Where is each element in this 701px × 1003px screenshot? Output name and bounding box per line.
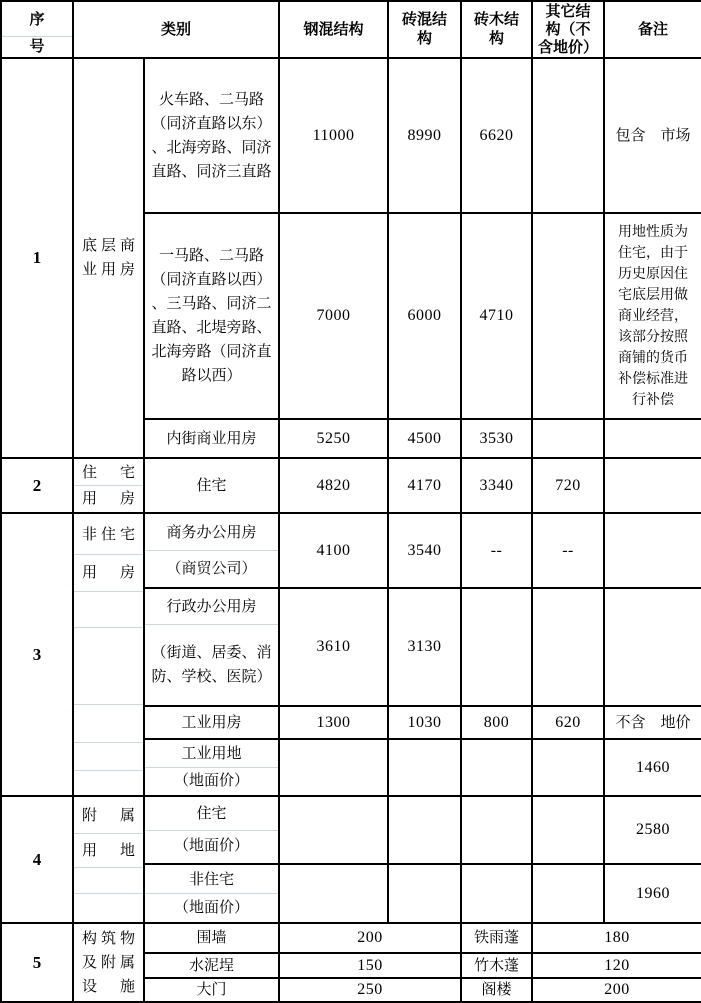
- header-seq-top: 序: [29, 11, 45, 28]
- cell-r5-brick: 3540: [388, 513, 461, 588]
- row-11: [1, 923, 701, 953]
- cell-r8-wood: [461, 739, 532, 796]
- cell-r10-brick: [388, 864, 461, 923]
- cell-r5-label: [144, 513, 279, 588]
- cell-r4-remark: [604, 458, 701, 513]
- cell-r8-other: [532, 739, 604, 796]
- cell-r12-val1: 150: [279, 953, 461, 978]
- header-brick-concrete: 砖混结 构: [388, 1, 461, 58]
- header-row: [1, 1, 701, 58]
- cell-r10-steel: [279, 864, 388, 923]
- section3-empty-5: [74, 770, 143, 793]
- cell-r3-brick: 4500: [388, 419, 461, 458]
- cell-r7-brick: 1030: [388, 706, 461, 739]
- cell-r4-brick: 4170: [388, 458, 461, 513]
- section3-name-top: 非住宅: [82, 527, 135, 543]
- cell-r2-brick: 6000: [388, 213, 461, 419]
- header-remark: 备注: [604, 1, 701, 58]
- cell-r8-label-top: 工业用地: [181, 746, 242, 762]
- section4-empty-2: [74, 893, 143, 920]
- cell-r4-label: 住宅: [144, 458, 279, 513]
- cell-r7-remark: 不含 地价: [604, 706, 701, 739]
- section3-name: [73, 513, 144, 796]
- cell-r6-brick: 3130: [388, 588, 461, 706]
- cell-r3-label: 内街商业用房: [144, 419, 279, 458]
- section5-number: 5: [1, 923, 73, 1002]
- cell-r4-steel: 4820: [279, 458, 388, 513]
- cell-r1-other: [532, 58, 604, 213]
- section3-empty-2: [74, 627, 143, 704]
- cell-r11-val2: 180: [532, 923, 701, 953]
- cell-r3-remark: [604, 419, 701, 458]
- cell-r8-brick: [388, 739, 461, 796]
- header-brick-wood: 砖木结 构: [461, 1, 532, 58]
- cell-r9-wood: [461, 796, 532, 864]
- cell-r9-other: [532, 796, 604, 864]
- cell-r4-other: 720: [532, 458, 604, 513]
- cell-r5-remark: [604, 513, 701, 588]
- section2-name-bottom: 用房: [82, 490, 135, 507]
- row-5: [1, 513, 701, 588]
- cell-r3-other: [532, 419, 604, 458]
- section4-empty-1: [74, 867, 143, 893]
- cell-r5-label-bottom: （商贸公司）: [145, 550, 278, 586]
- section2-name-top: 住宅: [82, 464, 135, 481]
- cell-r8-label-bottom: （地面价）: [145, 767, 278, 794]
- cell-r9-brick: [388, 796, 461, 864]
- cell-r13-item1: 大门: [144, 978, 279, 1002]
- cell-r2-other: [532, 213, 604, 419]
- section4-number: 4: [1, 796, 73, 923]
- row-4: [1, 458, 701, 513]
- cell-r3-steel: 5250: [279, 419, 388, 458]
- section4-name-bottom: 用地: [82, 842, 135, 859]
- cell-r9-label-top: 住宅: [196, 805, 227, 822]
- cell-r11-val1: 200: [279, 923, 461, 953]
- cell-r13-val1: 250: [279, 978, 461, 1002]
- cell-r2-wood: 4710: [461, 213, 532, 419]
- cell-r9-remark: 2580: [604, 796, 701, 864]
- cell-r12-val2: 120: [532, 953, 701, 978]
- cell-r10-remark: 1960: [604, 864, 701, 923]
- cell-r7-other: 620: [532, 706, 604, 739]
- cell-r10-label-bottom: （地面价）: [145, 893, 278, 921]
- section1-name: 底层商 业用房: [73, 58, 144, 458]
- cell-r11-item2: 铁雨蓬: [461, 923, 532, 953]
- cell-r10-label: [144, 864, 279, 923]
- cell-r13-val2: 200: [532, 978, 701, 1002]
- cell-r7-steel: 1300: [279, 706, 388, 739]
- section2-number: 2: [1, 458, 73, 513]
- cell-r8-remark: 1460: [604, 739, 701, 796]
- section4-name: [73, 796, 144, 923]
- header-seq-bottom: 号: [2, 36, 72, 56]
- row-9: [1, 796, 701, 864]
- cell-r10-label-top: 非住宅: [189, 871, 235, 888]
- cell-r1-wood: 6620: [461, 58, 532, 213]
- row-1: [1, 58, 701, 213]
- cell-r5-other: --: [532, 513, 604, 588]
- section5-name: 构筑物 及附属 设施: [73, 923, 144, 1002]
- cell-r12-item1: 水泥埕: [144, 953, 279, 978]
- section3-name-bottom: 用房: [82, 565, 135, 581]
- cell-r2-label: 一马路、二马路 （同济直路以西） 、三马路、同济二 直路、北堤旁路、 北海旁路（同济直 路以西）: [144, 213, 279, 419]
- cell-r5-label-top: 商务办公用房: [166, 524, 257, 541]
- section3-empty-4: [74, 742, 143, 770]
- cell-r6-wood: [461, 588, 532, 706]
- section4-name-top: 附属: [82, 808, 135, 824]
- cell-r1-label: 火车路、二马路 （同济直路以东） 、北海旁路、同济 直路、同济三直路: [144, 58, 279, 213]
- cell-r1-remark: 包含 市场: [604, 58, 701, 213]
- header-seq: [1, 1, 73, 58]
- cell-r6-label: [144, 588, 279, 706]
- cell-r4-wood: 3340: [461, 458, 532, 513]
- section2-name: [73, 458, 144, 513]
- cell-r9-label-bottom: （地面价）: [145, 830, 278, 863]
- cell-r13-item2: 阁楼: [461, 978, 532, 1002]
- cell-r2-remark: 用地性质为 住宅，由于 历史原因住 宅底层用做 商业经营， 该部分按照 商铺的货币 补偿标准进 行补偿: [604, 213, 701, 419]
- cell-r6-label-top: 行政办公用房: [166, 599, 257, 615]
- cell-r8-steel: [279, 739, 388, 796]
- header-category: 类别: [73, 1, 279, 58]
- cell-r8-label: [144, 739, 279, 796]
- cell-r10-other: [532, 864, 604, 923]
- header-other-structure: 其它结 构（不 含地价）: [532, 1, 604, 58]
- cell-r6-label-bottom: （街道、居委、消 防、学校、医院）: [151, 644, 272, 685]
- header-steel-concrete: 钢混结构: [279, 1, 388, 58]
- cell-r1-steel: 11000: [279, 58, 388, 213]
- cell-r6-steel: 3610: [279, 588, 388, 706]
- section3-number: 3: [1, 513, 73, 796]
- cell-r6-remark: [604, 588, 701, 706]
- cell-r9-label: [144, 796, 279, 864]
- section3-empty-1: [74, 591, 143, 627]
- cell-r6-other: [532, 588, 604, 706]
- cell-r5-steel: 4100: [279, 513, 388, 588]
- cell-r1-brick: 8990: [388, 58, 461, 213]
- cell-r5-wood: --: [461, 513, 532, 588]
- cell-r3-wood: 3530: [461, 419, 532, 458]
- section3-empty-3: [74, 704, 143, 742]
- cell-r11-item1: 围墙: [144, 923, 279, 953]
- cell-r7-label: 工业用房: [144, 706, 279, 739]
- cell-r2-steel: 7000: [279, 213, 388, 419]
- cell-r10-wood: [461, 864, 532, 923]
- cell-r12-item2: 竹木蓬: [461, 953, 532, 978]
- cell-r7-wood: 800: [461, 706, 532, 739]
- cell-r9-steel: [279, 796, 388, 864]
- section1-number: 1: [1, 58, 73, 458]
